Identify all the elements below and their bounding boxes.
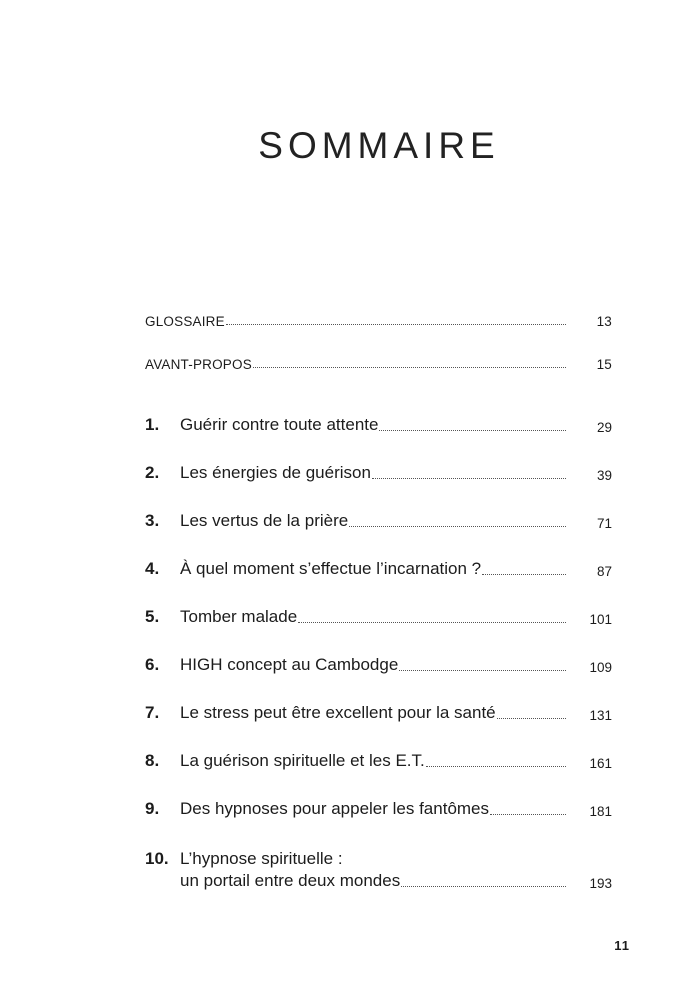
chapter-title: Le stress peut être excellent pour la santé <box>180 703 496 722</box>
dot-leader <box>497 718 566 719</box>
toc-chapter-8[interactable] <box>145 751 612 771</box>
page-title: SOMMAIRE <box>258 125 500 166</box>
chapter-title: Des hypnoses pour appeler les fantômes <box>180 799 490 818</box>
toc-entry-avant-propos[interactable] <box>145 357 612 372</box>
chapter-number: 5. <box>145 607 160 626</box>
chapter-number: 3. <box>145 511 160 530</box>
dot-leader <box>401 886 566 887</box>
toc-chapter-4[interactable] <box>145 559 612 579</box>
chapter-page: 193 <box>589 876 612 891</box>
chapter-number: 1. <box>145 415 160 434</box>
chapter-page: 109 <box>589 660 612 675</box>
toc-entry-page: 15 <box>596 357 612 372</box>
toc-entry-glossaire[interactable] <box>145 314 612 329</box>
chapter-number: 9. <box>145 799 160 818</box>
chapter-page: 29 <box>596 420 612 435</box>
chapter-page: 39 <box>596 468 612 483</box>
chapter-title-line-1: L’hypnose spirituelle : <box>180 849 343 868</box>
toc-entry-page: 13 <box>596 314 612 329</box>
chapter-title: Guérir contre toute attente <box>180 415 379 434</box>
dot-leader <box>298 622 566 623</box>
dot-leader <box>253 367 566 368</box>
toc-chapter-5[interactable] <box>145 607 612 627</box>
toc-chapter-1[interactable] <box>145 415 612 435</box>
dot-leader <box>379 430 566 431</box>
toc-entry-label: GLOSSAIRE <box>145 314 225 329</box>
toc-chapter-9[interactable] <box>145 799 612 819</box>
chapter-page: 181 <box>589 804 612 819</box>
toc-chapter-3[interactable] <box>145 511 612 531</box>
toc-entry-label: AVANT-PROPOS <box>145 357 252 372</box>
chapter-number: 7. <box>145 703 160 722</box>
dot-leader <box>482 574 566 575</box>
dot-leader <box>349 526 566 527</box>
dot-leader <box>490 814 566 815</box>
dot-leader <box>426 766 566 767</box>
chapter-title: La guérison spirituelle et les E.T. <box>180 751 425 770</box>
chapter-title: HIGH concept au Cambodge <box>180 655 399 674</box>
chapter-title: Tomber malade <box>180 607 298 626</box>
chapter-number: 2. <box>145 463 160 482</box>
chapter-number: 6. <box>145 655 160 674</box>
dot-leader <box>226 324 566 325</box>
chapter-number: 10. <box>145 849 169 868</box>
chapter-title: Les énergies de guérison <box>180 463 371 482</box>
dot-leader <box>399 670 566 671</box>
toc-chapter-6[interactable] <box>145 655 612 675</box>
toc-chapter-2[interactable] <box>145 463 612 483</box>
page-number: 11 <box>614 938 630 953</box>
toc-chapter-10[interactable] <box>145 847 612 891</box>
chapter-page: 101 <box>589 612 612 627</box>
chapter-title: À quel moment s’effectue l’incarnation ? <box>180 559 482 578</box>
chapter-number: 4. <box>145 559 160 578</box>
chapter-number: 8. <box>145 751 160 770</box>
chapter-page: 161 <box>589 756 612 771</box>
chapter-title-line-2: un portail entre deux mondes <box>180 871 401 890</box>
toc-chapter-7[interactable] <box>145 703 612 723</box>
chapter-page: 131 <box>589 708 612 723</box>
chapter-title: Les vertus de la prière <box>180 511 349 530</box>
chapter-page: 87 <box>596 564 612 579</box>
chapter-page: 71 <box>596 516 612 531</box>
dot-leader <box>372 478 566 479</box>
